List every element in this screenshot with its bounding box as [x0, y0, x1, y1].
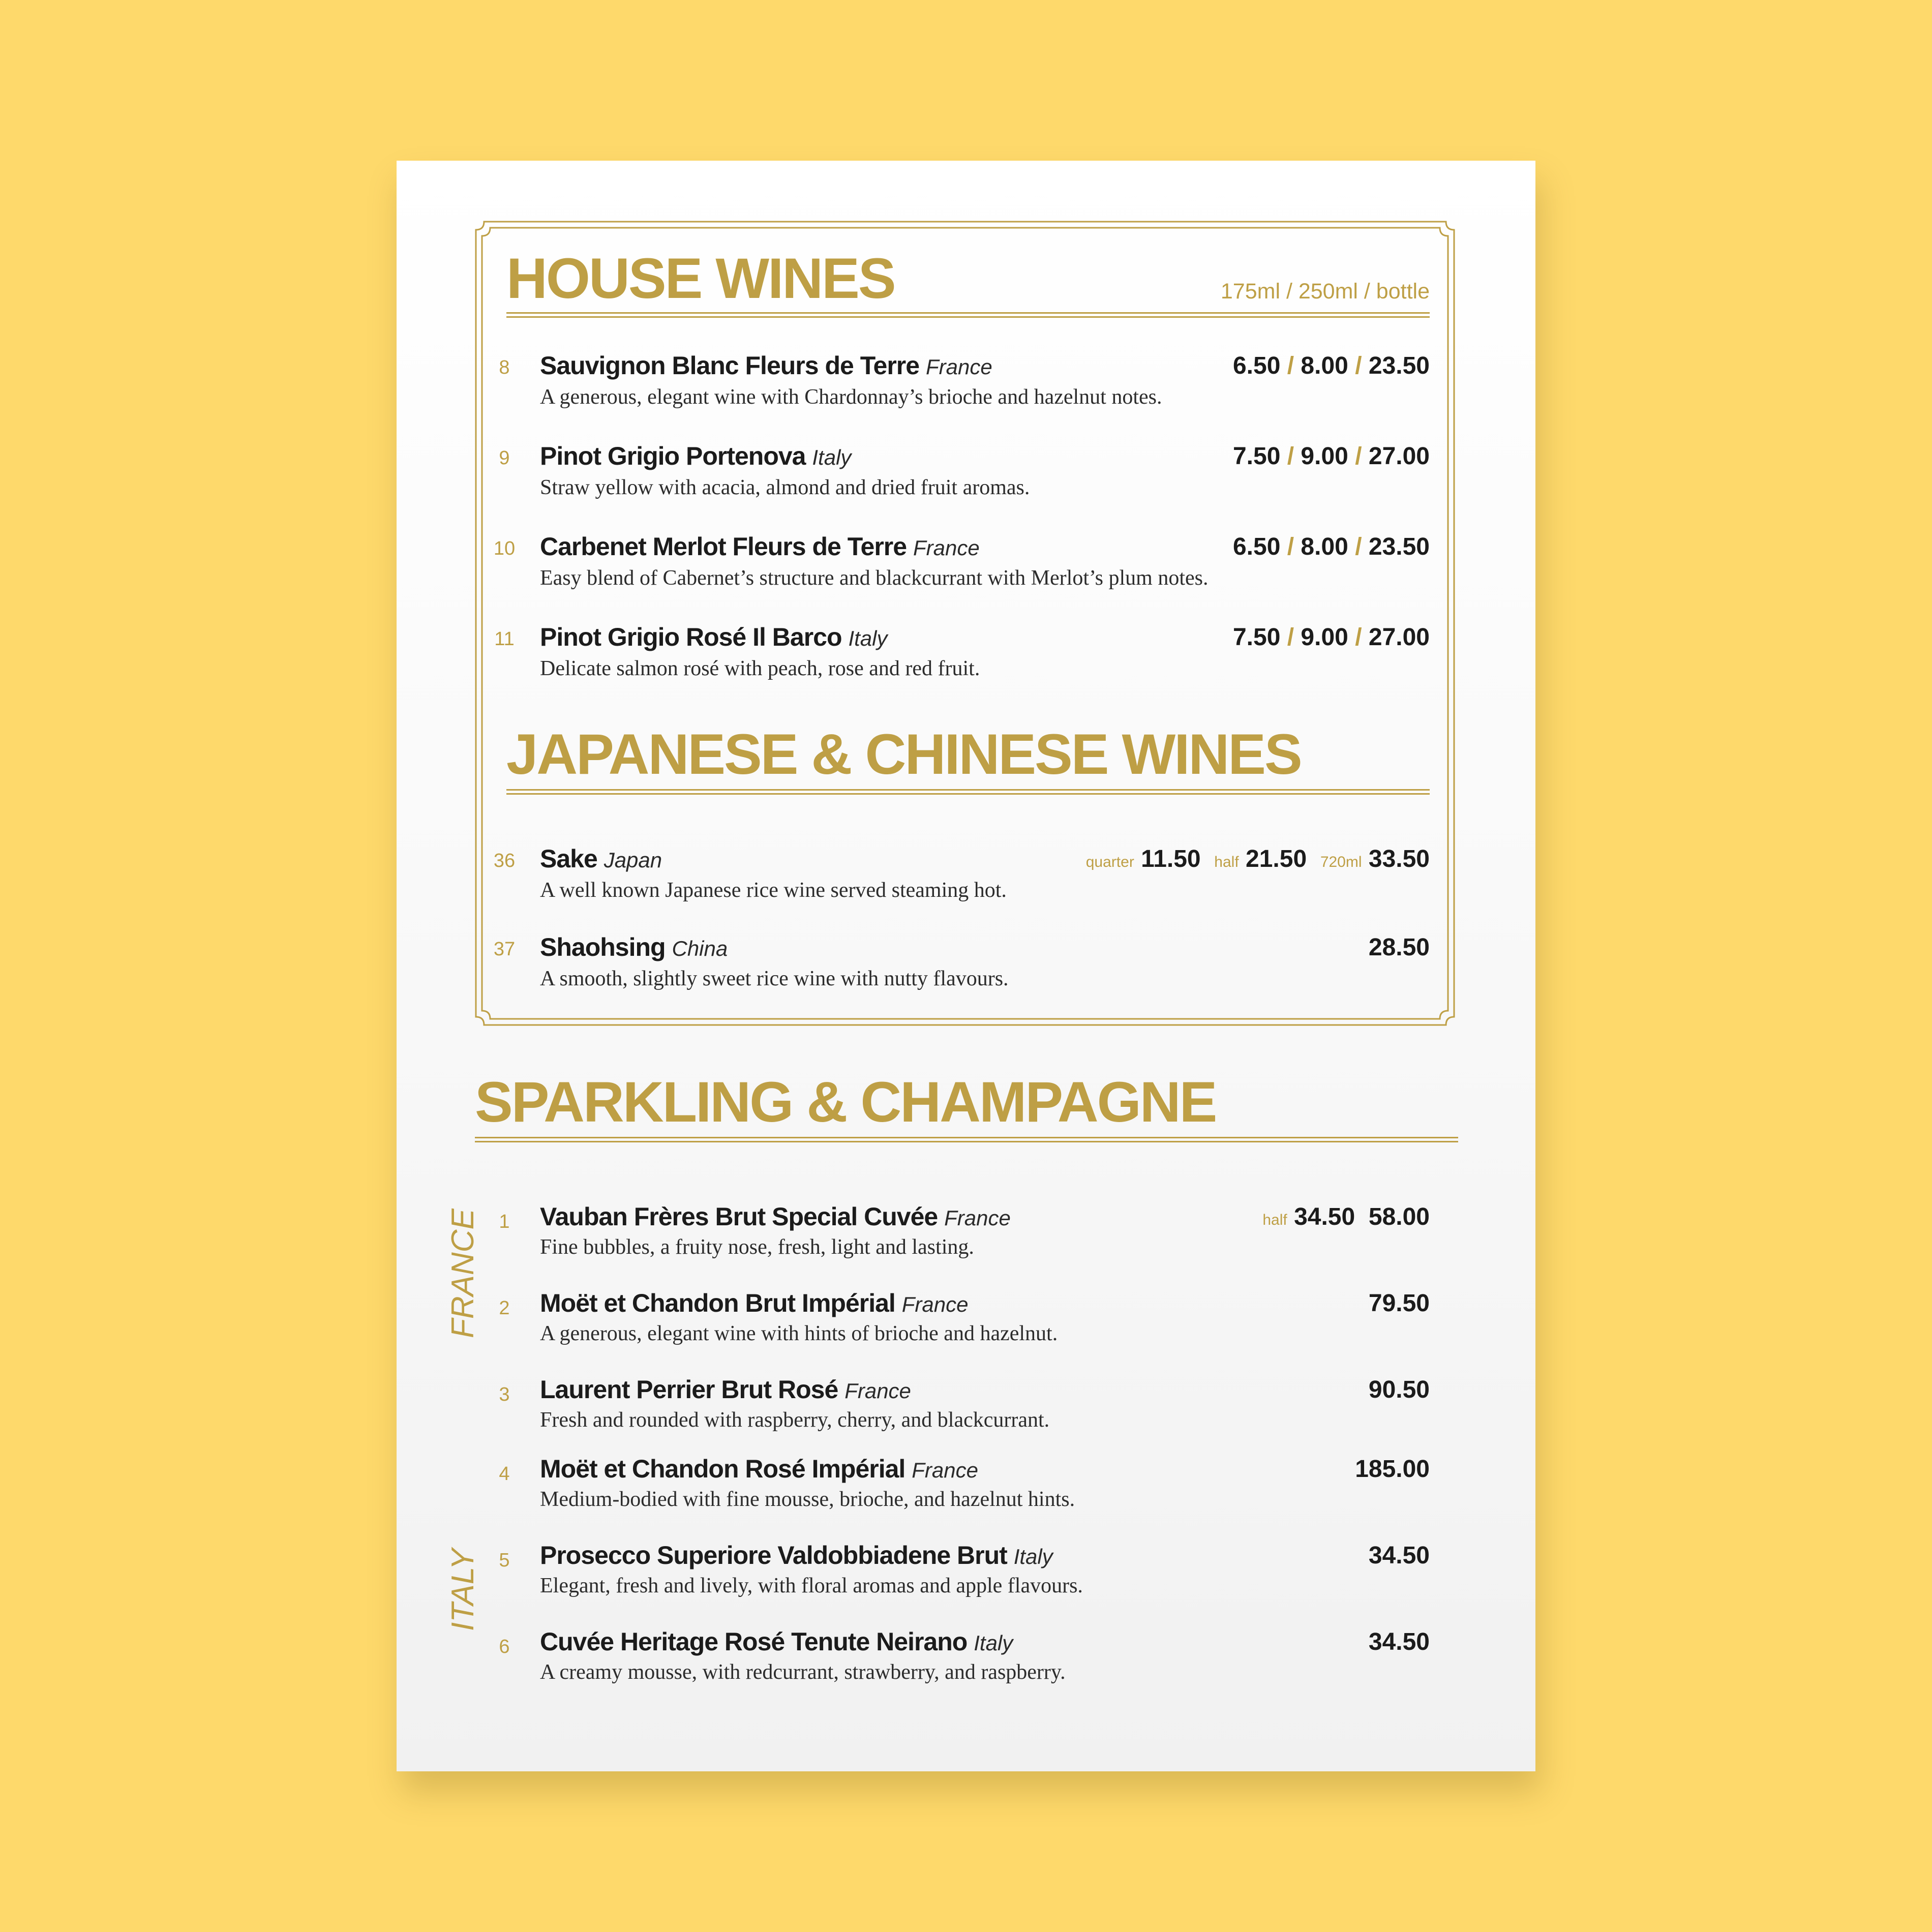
price-value: 58.00: [1368, 1203, 1430, 1230]
price-175ml: 6.50: [1232, 352, 1281, 379]
wine-description: A well known Japanese rice wine served steaming hot.: [540, 879, 1007, 902]
wine-price: 90.50: [1368, 1376, 1430, 1403]
price-250ml: 8.00: [1301, 533, 1348, 560]
sparkling-champagne-title: SPARKLING & CHAMPAGNE: [475, 1070, 1216, 1134]
price-175ml: 6.50: [1232, 533, 1281, 560]
wine-origin: France: [901, 1292, 969, 1316]
item-number: 4: [499, 1463, 510, 1485]
item-number: 1: [499, 1211, 510, 1232]
wine-origin: France: [913, 536, 980, 560]
wine-name: Pinot Grigio Portenova Italy: [540, 442, 852, 470]
house-prices: [1233, 444, 1430, 469]
menu-page: [397, 161, 1535, 1771]
sparkling-rule: [475, 1137, 1458, 1142]
price-250ml: 9.00: [1301, 443, 1348, 470]
wine-description: Medium-bodied with fine mousse, brioche, and hazelnut hints.: [540, 1488, 1075, 1511]
price-value: 21.50: [1246, 846, 1307, 872]
wine-origin: Italy: [1013, 1545, 1053, 1568]
sake-prices: [1086, 847, 1430, 871]
france-side-label: FRANCE: [445, 1209, 480, 1338]
wine-origin: Italy: [812, 445, 852, 469]
wine-name: Vauban Frères Brut Special Cuvée France: [540, 1202, 1011, 1231]
price-label: half: [1262, 1212, 1287, 1228]
price-label: half: [1214, 854, 1239, 870]
price-175ml: 7.50: [1232, 624, 1281, 651]
wine-origin: Japan: [603, 848, 662, 872]
wine-origin: France: [844, 1379, 911, 1403]
wine-name: Moët et Chandon Brut Impérial France: [540, 1289, 969, 1317]
wine-origin: France: [925, 355, 992, 379]
price-bottle: 27.00: [1368, 624, 1430, 651]
item-number: 10: [493, 538, 516, 559]
wine-name: Prosecco Superiore Valdobbiadene Brut Italy: [540, 1541, 1053, 1569]
price-value: 34.50: [1294, 1203, 1355, 1230]
wine-description: A smooth, slightly sweet rice wine with nutty flavours.: [540, 967, 1009, 990]
price-value: 33.50: [1368, 846, 1430, 872]
price-separator: /: [1287, 624, 1294, 651]
house-wines-title: HOUSE WINES: [506, 247, 895, 310]
wine-description: Delicate salmon rosé with peach, rose and red fruit.: [540, 657, 980, 680]
house-prices: [1233, 625, 1430, 650]
wine-origin: France: [944, 1206, 1011, 1230]
wine-description: Fresh and rounded with raspberry, cherry, and blackcurrant.: [540, 1408, 1050, 1432]
price-separator: /: [1355, 624, 1362, 651]
wine-name: Moët et Chandon Rosé Impérial France: [540, 1455, 978, 1483]
price-175ml: 7.50: [1232, 443, 1281, 470]
wine-description: Easy blend of Cabernet’s structure and blackcurrant with Merlot’s plum notes.: [540, 566, 1209, 590]
price-label: quarter: [1085, 854, 1134, 870]
japanese-chinese-title: JAPANESE & CHINESE WINES: [506, 722, 1301, 786]
wine-name: Cuvée Heritage Rosé Tenute Neirano Italy: [540, 1627, 1013, 1656]
wine-origin: Italy: [974, 1631, 1013, 1655]
price-bottle: 23.50: [1368, 533, 1430, 560]
item-number: 2: [499, 1297, 510, 1319]
item-number: 36: [493, 850, 516, 871]
house-prices: [1233, 354, 1430, 378]
wine-description: Fine bubbles, a fruity nose, fresh, light and lasting.: [540, 1235, 974, 1259]
item-number: 9: [499, 447, 510, 469]
price-separator: /: [1355, 352, 1362, 379]
price-separator: /: [1287, 533, 1294, 560]
wine-origin: Italy: [848, 626, 888, 650]
wine-price: 185.00: [1355, 1456, 1430, 1483]
item-number: 37: [493, 939, 516, 960]
wine-price: 28.50: [1368, 934, 1430, 961]
wine-name: Laurent Perrier Brut Rosé France: [540, 1375, 911, 1404]
price-bottle: 23.50: [1368, 352, 1430, 379]
item-number: 6: [499, 1636, 510, 1657]
wine-origin: China: [672, 937, 728, 960]
wine-description: A generous, elegant wine with hints of brioche and hazelnut.: [540, 1322, 1058, 1345]
wine-price: 34.50: [1368, 1628, 1430, 1655]
vauban-prices: [1262, 1205, 1430, 1229]
price-250ml: 8.00: [1301, 352, 1348, 379]
item-number: 11: [494, 628, 515, 650]
wine-description: A creamy mousse, with redcurrant, strawberry, and raspberry.: [540, 1661, 1066, 1684]
price-separator: /: [1287, 443, 1294, 470]
house-prices: [1233, 535, 1430, 559]
wine-description: Straw yellow with acacia, almond and dried fruit aromas.: [540, 476, 1030, 499]
wine-name: Sauvignon Blanc Fleurs de Terre France: [540, 351, 992, 380]
price-bottle: 27.00: [1368, 443, 1430, 470]
wine-description: Elegant, fresh and lively, with floral aromas and apple flavours.: [540, 1574, 1083, 1597]
wine-price: 79.50: [1368, 1290, 1430, 1317]
price-separator: /: [1355, 443, 1362, 470]
item-number: 5: [499, 1550, 510, 1571]
item-number: 3: [499, 1384, 510, 1405]
wine-name: Pinot Grigio Rosé Il Barco Italy: [540, 623, 888, 651]
price-250ml: 9.00: [1301, 624, 1348, 651]
wine-price: 34.50: [1368, 1542, 1430, 1569]
house-sizes-label: 175ml / 250ml / bottle: [1220, 279, 1430, 304]
wine-name: Shaohsing China: [540, 933, 728, 961]
house-wines-rule: [506, 312, 1430, 318]
wine-description: A generous, elegant wine with Chardonnay’s brioche and hazelnut notes.: [540, 385, 1162, 409]
japanese-chinese-rule: [506, 789, 1430, 795]
price-separator: /: [1355, 533, 1362, 560]
wine-origin: France: [912, 1458, 978, 1482]
price-value: 11.50: [1141, 846, 1201, 872]
item-number: 8: [499, 357, 510, 378]
wine-name: Sake Japan: [540, 844, 662, 873]
italy-side-label: ITALY: [445, 1549, 480, 1631]
price-separator: /: [1287, 352, 1294, 379]
price-label: 720ml: [1320, 854, 1362, 870]
wine-name: Carbenet Merlot Fleurs de Terre France: [540, 532, 980, 561]
